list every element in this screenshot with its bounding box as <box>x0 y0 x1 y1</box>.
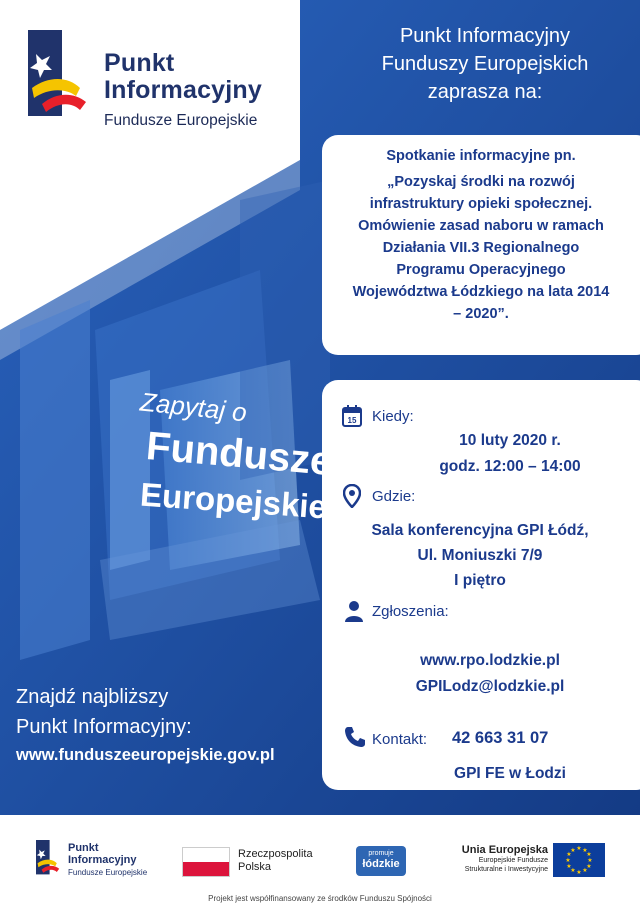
fe-logo-text <box>104 50 262 130</box>
svg-text:★: ★ <box>576 845 582 852</box>
phone-icon <box>344 726 366 748</box>
register-email-link[interactable]: GPILodz@lodzkie.pl <box>415 678 565 695</box>
ue-title: Unia Europejska <box>461 844 548 856</box>
project-funding-note: Projekt jest współfinansowany ze środków Funduszu Spójności <box>208 894 432 903</box>
lodzkie-top: promuje <box>368 850 394 857</box>
contact-label: Kontakt: <box>372 731 428 748</box>
fe-logo-icon <box>28 30 98 130</box>
eu-stars-icon <box>553 843 605 877</box>
event-date: 10 luty 2020 r. <box>459 432 561 449</box>
register-label: Zgłoszenia: <box>372 603 449 620</box>
venue-line1: Sala konferencyjna GPI Łódź, <box>371 522 589 539</box>
svg-text:★: ★ <box>570 867 576 874</box>
svg-text:★: ★ <box>565 857 571 864</box>
svg-text:★: ★ <box>566 863 572 870</box>
lodzkie-main: łódzkie <box>362 858 400 870</box>
meeting-line: „Pozyskaj środki na rozwój <box>387 174 575 190</box>
footer-rp-line1: Rzeczpospolita <box>238 848 313 860</box>
svg-text:★: ★ <box>582 867 588 874</box>
invite-line1: Punkt Informacyjny <box>399 25 571 47</box>
ask-line3: Europejskie <box>138 475 329 526</box>
find-url-link[interactable]: www.funduszeeuropejskie.gov.pl <box>16 746 275 764</box>
meeting-line: Omówienie zasad naboru w ramach <box>358 218 604 234</box>
find-line1: Znajdź najbliższy <box>16 686 169 708</box>
logo-title-line1: Punkt <box>104 49 175 77</box>
meeting-text <box>326 145 636 325</box>
footer-pi-line2: Informacyjny <box>68 854 137 866</box>
find-line2: Punkt Informacyjny: <box>16 716 192 738</box>
footer-pi-title <box>68 842 136 866</box>
eu-flag <box>553 843 605 877</box>
svg-text:★: ★ <box>566 851 572 858</box>
invite-line2: Funduszy Europejskich <box>381 53 589 75</box>
svg-text:★: ★ <box>582 847 588 854</box>
footer-rp-line2: Polska <box>238 861 272 873</box>
location-pin-icon <box>343 484 361 508</box>
meeting-line: Spotkanie informacyjne pn. <box>386 148 576 164</box>
register-web-link[interactable]: www.rpo.lodzkie.pl <box>420 652 560 669</box>
logo-subtitle: Fundusze Europejskie <box>104 112 258 129</box>
svg-text:★: ★ <box>586 851 592 858</box>
contact-org: GPI FE w Łodzi <box>454 765 566 782</box>
ue-sub2: Strukturalne i Inwestycyjne <box>464 866 548 873</box>
lodzkie-logo <box>356 846 406 876</box>
find-point-text <box>16 682 192 742</box>
meeting-line: Województwa Łódzkiego na lata 2014 <box>352 284 610 300</box>
ask-line1: Zapytaj o <box>138 386 249 428</box>
meeting-line: Działania VII.3 Regionalnego <box>382 240 580 256</box>
person-icon <box>344 600 364 622</box>
calendar-day: 15 <box>347 416 357 425</box>
footer-rp-text <box>238 848 313 874</box>
when-label: Kiedy: <box>372 408 414 425</box>
footer-pi-line1: Punkt <box>68 842 99 854</box>
footer-ue-text <box>430 844 548 874</box>
calendar-icon <box>342 405 362 427</box>
event-time: godz. 12:00 – 14:00 <box>439 458 581 475</box>
invite-line3: zaprasza na: <box>427 81 543 103</box>
meeting-line: Programu Operacyjnego <box>396 262 566 278</box>
meeting-line: – 2020”. <box>453 306 509 322</box>
poland-flag-icon <box>182 847 230 877</box>
svg-text:★: ★ <box>576 869 582 876</box>
where-label: Gdzie: <box>372 488 416 505</box>
svg-text:★: ★ <box>586 863 592 870</box>
venue-line2: Ul. Moniuszki 7/9 <box>417 547 543 564</box>
svg-text:★: ★ <box>570 847 576 854</box>
contact-phone[interactable]: 42 663 31 07 <box>452 729 549 747</box>
meeting-line: infrastruktury opieki społecznej. <box>369 196 593 212</box>
logo-title-line2: Informacyjny <box>104 76 263 104</box>
venue-line3: I piętro <box>454 572 506 589</box>
footer-pi-subtitle: Fundusze Europejskie <box>68 868 148 877</box>
svg-text:★: ★ <box>587 857 593 864</box>
invite-heading <box>330 22 640 106</box>
ue-sub1: Europejskie Fundusze <box>478 857 548 864</box>
ask-line2: Fundusze <box>144 423 335 485</box>
fe-footer-logo-icon <box>36 838 64 882</box>
